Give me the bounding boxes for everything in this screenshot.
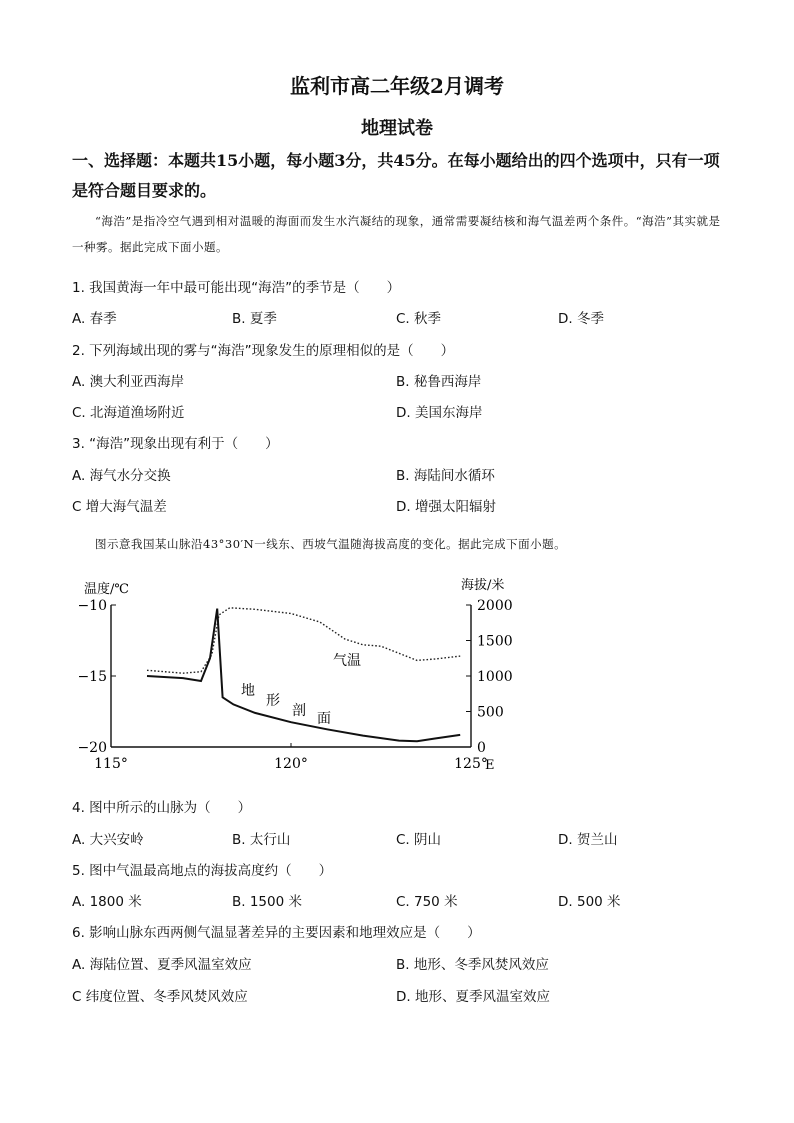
left-axis-label: 温度/℃	[84, 582, 129, 597]
temperature-altitude-chart	[76, 575, 513, 775]
question-2: 2. 下列海域出现的雾与“海浩”现象发生的原理相似的是（ ）	[72, 343, 455, 359]
group2-intro: 图示意我国某山脉沿43°30′N一线东、西坡气温随海拔高度的变化。据此完成下面小题。	[95, 537, 567, 551]
q1-option-c[interactable]: C. 秋季	[396, 311, 442, 327]
question-6: 6. 影响山脉东西两侧气温显著差异的主要因素和地理效应是（ ）	[72, 925, 481, 941]
terrain-label-char-2: 形	[266, 693, 280, 709]
section-heading: 一、选择题：本题共15小题，每小题3分，共45分。在每小题给出的四个选项中，只有一项是符合题目要求的。	[72, 151, 720, 200]
question-4: 4. 图中所示的山脉为（ ）	[72, 800, 252, 816]
q5-option-c[interactable]: C. 750 米	[396, 894, 458, 910]
temperature-line	[147, 608, 460, 673]
q4-option-a[interactable]: A. 大兴安岭	[72, 832, 144, 848]
question-5: 5. 图中气温最高地点的海拔高度约（ ）	[72, 863, 333, 879]
exam-title: 监利市高二年级2月调考	[290, 74, 504, 98]
terrain-profile-line	[147, 609, 460, 742]
right-axis-label: 海拔/米	[461, 578, 505, 593]
q4-option-c[interactable]: C. 阴山	[396, 832, 442, 848]
temp-series-label: 气温	[333, 653, 361, 669]
question-1: 1. 我国黄海一年中最可能出现“海浩”的季节是（ ）	[72, 280, 401, 296]
left-tick-label: −15	[77, 669, 107, 685]
q1-option-b[interactable]: B. 夏季	[232, 311, 277, 327]
left-tick-label: −20	[77, 740, 107, 756]
q6-option-b[interactable]: B. 地形、冬季风焚风效应	[396, 957, 549, 973]
q3-option-d[interactable]: D. 增强太阳辐射	[396, 499, 496, 515]
right-tick-label: 2000	[477, 598, 513, 614]
q6-option-c[interactable]: C 纬度位置、冬季风焚风效应	[72, 989, 248, 1005]
q2-option-d[interactable]: D. 美国东海岸	[396, 405, 483, 421]
q3-option-b[interactable]: B. 海陆间水循环	[396, 468, 495, 484]
q2-option-b[interactable]: B. 秘鲁西海岸	[396, 374, 482, 390]
right-tick-label: 1000	[477, 669, 513, 685]
q3-option-c[interactable]: C 增大海气温差	[72, 499, 167, 515]
q4-option-b[interactable]: B. 太行山	[232, 832, 291, 848]
right-tick-label: 0	[477, 740, 486, 756]
terrain-label-char-3: 剖	[292, 703, 306, 719]
terrain-label-char-4: 面	[317, 711, 331, 727]
right-tick-label: 1500	[477, 633, 513, 650]
left-tick-label: −10	[77, 598, 107, 614]
q6-option-d[interactable]: D. 地形、夏季风温室效应	[396, 989, 550, 1005]
x-tick-label: 115°	[94, 756, 128, 772]
q5-option-d[interactable]: D. 500 米	[558, 894, 621, 910]
right-tick-label: 500	[477, 704, 504, 721]
q5-option-a[interactable]: A. 1800 米	[72, 894, 142, 910]
q4-option-d[interactable]: D. 贺兰山	[558, 832, 618, 848]
question-3: 3. “海浩”现象出现有利于（ ）	[72, 436, 279, 452]
q1-option-a[interactable]: A. 春季	[72, 311, 117, 327]
exam-subtitle: 地理试卷	[361, 118, 433, 139]
q2-option-c[interactable]: C. 北海道渔场附近	[72, 405, 185, 421]
q6-option-a[interactable]: A. 海陆位置、夏季风温室效应	[72, 957, 252, 973]
terrain-label-char-1: 地	[241, 683, 255, 699]
x-tick-label: 120°	[274, 756, 308, 772]
q1-option-d[interactable]: D. 冬季	[558, 311, 604, 327]
q2-option-a[interactable]: A. 澳大利亚西海岸	[72, 374, 185, 390]
x-axis-unit: E	[485, 758, 495, 773]
q3-option-a[interactable]: A. 海气水分交换	[72, 468, 171, 484]
x-tick-label: 125°	[454, 756, 488, 772]
group1-intro: “海浩”是指冷空气遇到相对温暖的海面而发生水汽凝结的现象，通常需要凝结核和海气温差两个条件。“海浩”其实就是一种雾。据此完成下面小题。	[72, 214, 721, 254]
q5-option-b[interactable]: B. 1500 米	[232, 894, 302, 910]
